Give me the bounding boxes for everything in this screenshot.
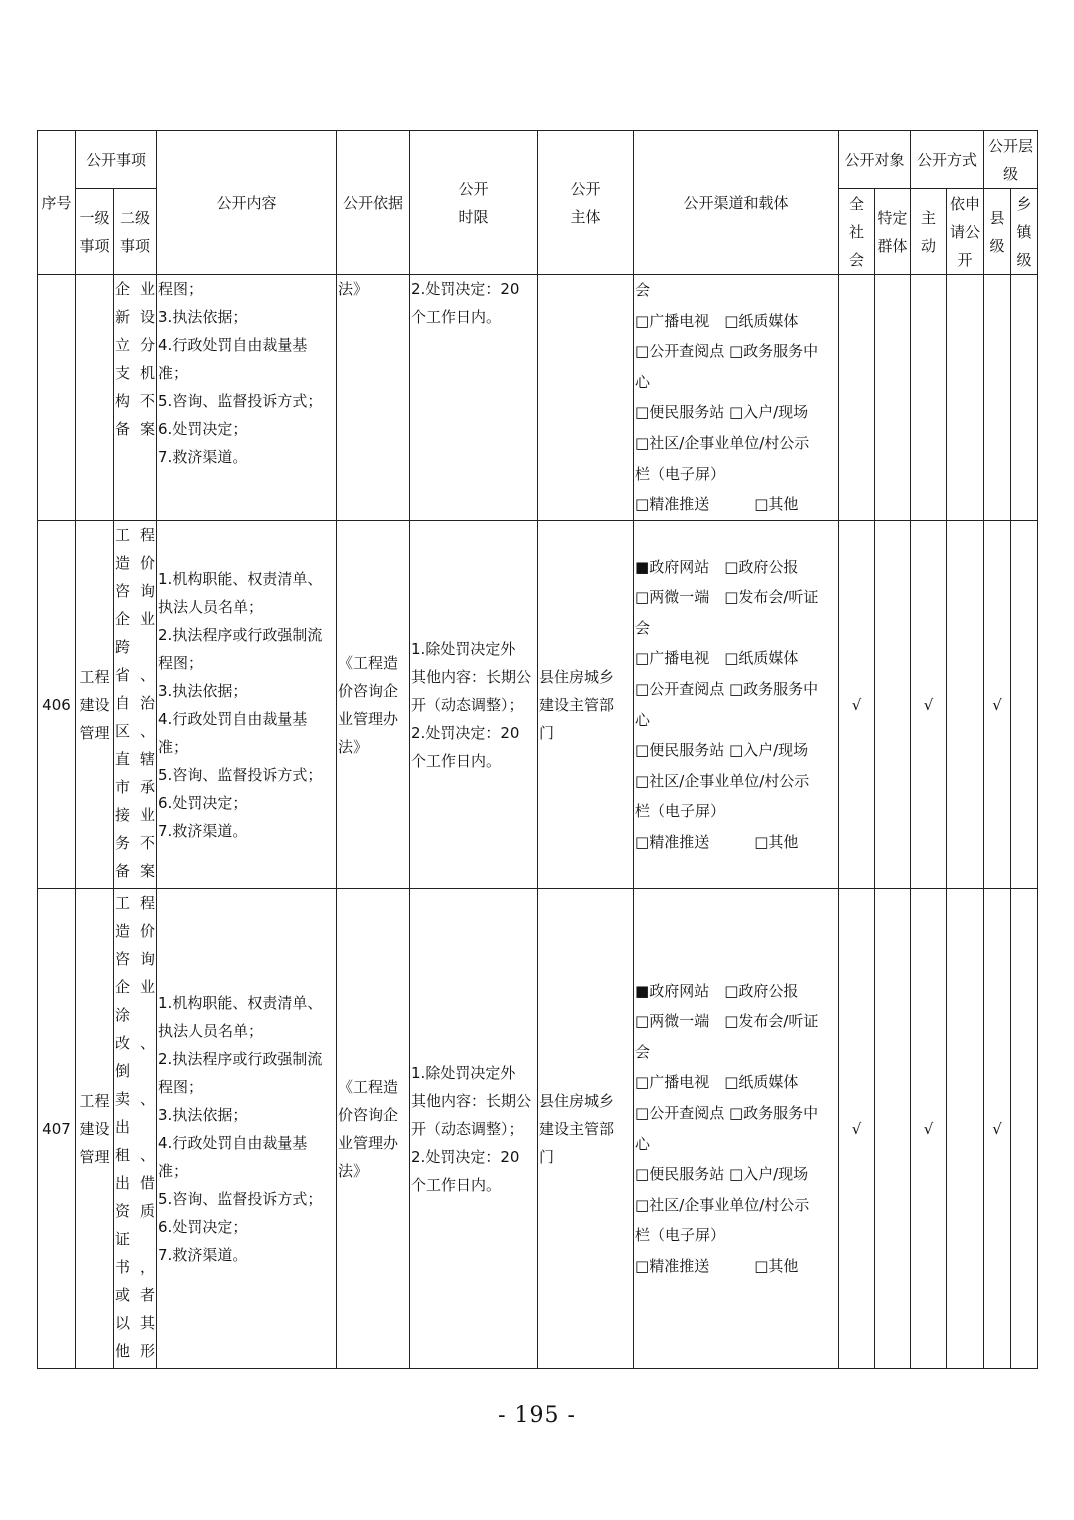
row-time-limit-line: 1.除处罚决定外 <box>411 639 516 658</box>
row-seq: 406 <box>38 521 76 889</box>
row-time-limit-line: 个工作日内。 <box>411 308 502 326</box>
row-channel <box>634 275 839 521</box>
row-content-line: 5.咨询、监督投诉方式； <box>158 392 323 410</box>
row-content-line: 2.执法程序或行政强制流 <box>158 1049 323 1068</box>
row-content-line: 6.处罚决定； <box>158 420 248 438</box>
row-basis <box>337 889 410 1369</box>
row-subject <box>538 275 634 521</box>
header-object-specific-line: 特定 <box>877 208 908 227</box>
disclosure-table <box>37 130 1038 1369</box>
row-level-county: √ <box>984 889 1011 1369</box>
row-object-specific <box>875 521 911 889</box>
header-object-all-line: 全 <box>849 194 865 213</box>
row-item-lvl2-line: 省 、 <box>115 666 156 684</box>
row-item-lvl2-line: 以 其 <box>115 1314 156 1332</box>
row-method-active: √ <box>911 889 947 1369</box>
header-object-specific-line: 群体 <box>877 236 908 255</box>
row-content-line: 4.行政处罚自由裁量基 <box>158 709 308 728</box>
header-level-county <box>984 189 1011 275</box>
row-item-lvl1 <box>76 521 114 889</box>
row-time-limit-line: 1.除处罚决定外 <box>411 1063 516 1082</box>
row-time-limit-line: 开（动态调整）； <box>411 695 524 714</box>
row-content-line: 准； <box>158 1161 189 1180</box>
row-item-lvl2-line: 租 、 <box>115 1146 156 1164</box>
row-item-lvl1-line: 管理 <box>79 1147 110 1166</box>
row-item-lvl1 <box>76 275 114 521</box>
row-channel-line: □广播电视 □纸质媒体 <box>635 1073 799 1092</box>
row-item-lvl2 <box>114 521 157 889</box>
row-item-lvl1-line: 建设 <box>79 695 110 714</box>
row-item-lvl2-line: 他 形 <box>115 1342 156 1360</box>
row-content-line: 6.处罚决定； <box>158 793 248 812</box>
header-object-all <box>839 189 875 275</box>
row-method-apply <box>947 521 984 889</box>
row-item-lvl2-line: 自 治 <box>115 694 156 712</box>
row-content-line: 执法人员名单； <box>158 1021 264 1040</box>
row-item-lvl2-line: 咨 询 <box>115 582 156 600</box>
row-content-line: 执法人员名单； <box>158 597 264 616</box>
row-level-county <box>984 275 1011 521</box>
row-channel-line: 栏（电子屏） <box>635 802 726 821</box>
row-basis-line: 法》 <box>338 1161 369 1180</box>
row-channel-line: □社区/企事业单位/村公示 <box>635 1195 810 1214</box>
row-object-all: √ <box>839 889 875 1369</box>
row-item-lvl2 <box>114 889 157 1369</box>
row-content-line: 1.机构职能、权责清单、 <box>158 569 323 588</box>
row-channel-line: □两微一端 □发布会/听证 <box>635 1012 819 1031</box>
header-time-limit <box>410 131 538 275</box>
row-level-town <box>1011 275 1038 521</box>
row-basis-line: 价咨询企 <box>338 681 399 700</box>
header-method-active-line: 动 <box>921 236 937 255</box>
row-time-limit <box>410 889 538 1369</box>
row-item-lvl2-line: 务 不 <box>115 834 156 852</box>
row-item-lvl2-line: 企 业 <box>115 610 156 628</box>
row-content-line: 7.救济渠道。 <box>158 448 248 466</box>
row-item-lvl2-line: 卖 、 <box>115 1090 156 1108</box>
row-item-lvl2-line: 出 借 <box>115 1174 156 1192</box>
header-method-active <box>911 189 947 275</box>
row-item-lvl2-line: 直 辖 <box>115 750 156 768</box>
row-time-limit-line: 2.处罚决定：20 <box>411 1147 520 1166</box>
row-item-lvl2-line: 跨 <box>115 638 131 656</box>
row-object-all <box>839 275 875 521</box>
row-object-specific <box>875 275 911 521</box>
table-body <box>38 275 1038 1369</box>
row-item-lvl2-line: 倒 <box>115 1062 131 1080</box>
row-content-line: 6.处罚决定； <box>158 1217 248 1236</box>
row-channel-line: □公开查阅点 □政务服务中 <box>635 342 819 361</box>
row-item-lvl2-line: 出 <box>115 1118 131 1136</box>
row-channel-line: □精准推送 □其他 <box>635 495 799 514</box>
row-channel-line: 心 <box>635 372 651 391</box>
row-basis-line: 业管理办 <box>338 709 399 728</box>
row-item-lvl2-line: 工 程 <box>115 894 156 912</box>
row-seq: 407 <box>38 889 76 1369</box>
row-time-limit-line: 2.处罚决定：20 <box>411 280 520 298</box>
row-item-lvl2-line: 工 程 <box>115 526 156 544</box>
row-object-all: √ <box>839 521 875 889</box>
row-item-lvl2-line: 造 价 <box>115 922 156 940</box>
header-subject-line: 主体 <box>570 207 601 226</box>
row-channel-line: □便民服务站 □入户/现场 <box>635 403 809 422</box>
row-channel-line: □公开查阅点 □政务服务中 <box>635 679 819 698</box>
row-time-limit-line: 2.处罚决定：20 <box>411 723 520 742</box>
row-item-lvl2-line: 证 <box>115 1230 131 1248</box>
row-channel-line: □精准推送 □其他 <box>635 832 799 851</box>
row-channel-line: 会 <box>635 1042 651 1061</box>
row-item-lvl2-line: 造 价 <box>115 554 156 572</box>
header-level-county-line: 级 <box>989 236 1005 255</box>
header-level-town-line: 级 <box>1016 250 1032 269</box>
header-level-county-line: 县 <box>989 208 1005 227</box>
row-channel-line: □两微一端 □发布会/听证 <box>635 588 819 607</box>
header-basis: 公开依据 <box>337 131 410 275</box>
row-content-line: 2.执法程序或行政强制流 <box>158 625 323 644</box>
row-time-limit-line: 其他内容：长期公 <box>411 667 532 686</box>
row-basis-line: 法》 <box>338 737 369 756</box>
header-lvl2-line: 二级 <box>120 208 151 227</box>
header-level-line: 公开层 <box>988 136 1034 155</box>
row-content-line: 程图； <box>158 653 204 672</box>
row-channel-line: □精准推送 □其他 <box>635 1256 799 1275</box>
header-item: 公开事项 <box>76 131 157 189</box>
row-item-lvl2-line: 区 、 <box>115 722 156 740</box>
row-item-lvl2-line: 新 设 <box>115 308 156 326</box>
row-item-lvl1-line: 工程 <box>79 667 110 686</box>
header-object-specific <box>875 189 911 275</box>
row-time-limit-line: 开（动态调整）； <box>411 1119 524 1138</box>
row-content-line: 3.执法依据； <box>158 308 248 326</box>
row-channel-line: ■政府网站 □政府公报 <box>635 981 799 1000</box>
table-row <box>38 521 1038 889</box>
row-subject <box>538 521 634 889</box>
row-content-line: 4.行政处罚自由裁量基 <box>158 336 308 354</box>
row-subject-line: 县住房城乡 <box>539 667 615 686</box>
row-subject-line: 建设主管部 <box>539 1119 615 1138</box>
row-item-lvl2-line: 市 承 <box>115 778 156 796</box>
row-seq <box>38 275 76 521</box>
row-basis <box>337 521 410 889</box>
row-item-lvl2-line: 改 、 <box>115 1034 156 1052</box>
row-channel-line: □便民服务站 □入户/现场 <box>635 1165 809 1184</box>
row-item-lvl2-line: 接 业 <box>115 806 156 824</box>
row-content-line: 3.执法依据； <box>158 681 248 700</box>
row-basis <box>337 275 410 521</box>
row-basis-line: 法》 <box>338 280 369 298</box>
row-item-lvl2-line: 涂 <box>115 1006 131 1024</box>
row-channel-line: □公开查阅点 □政务服务中 <box>635 1103 819 1122</box>
row-content-line: 程图； <box>158 280 204 298</box>
row-item-lvl2-line: 书 ， <box>115 1258 156 1276</box>
row-content-line: 3.执法依据； <box>158 1105 248 1124</box>
row-method-apply <box>947 275 984 521</box>
row-channel-line: 栏（电子屏） <box>635 1226 726 1245</box>
row-channel-line: □广播电视 □纸质媒体 <box>635 649 799 668</box>
row-channel-line: □广播电视 □纸质媒体 <box>635 311 799 330</box>
row-item-lvl2-line: 企 业 <box>115 978 156 996</box>
row-item-lvl2-line: 企 业 <box>115 280 156 298</box>
row-item-lvl1-line: 工程 <box>79 1091 110 1110</box>
row-basis-line: 《工程造 <box>338 1077 399 1096</box>
header-level-town <box>1011 189 1038 275</box>
row-time-limit-line: 个工作日内。 <box>411 1175 502 1194</box>
row-content-line: 5.咨询、监督投诉方式； <box>158 765 323 784</box>
row-item-lvl2-line: 或 者 <box>115 1286 156 1304</box>
row-channel <box>634 889 839 1369</box>
row-basis-line: 价咨询企 <box>338 1105 399 1124</box>
row-item-lvl2-line: 构 不 <box>115 392 156 410</box>
header-object: 公开对象 <box>839 131 911 189</box>
header-level-line: 级 <box>1003 164 1019 183</box>
row-subject-line: 门 <box>539 1147 555 1166</box>
row-item-lvl2-line: 咨 询 <box>115 950 156 968</box>
header-method-apply-line: 依申 <box>950 194 981 213</box>
table-row <box>38 275 1038 521</box>
row-item-lvl2-line: 支 机 <box>115 364 156 382</box>
header-time-limit-line: 时限 <box>458 207 489 226</box>
row-channel-line: 心 <box>635 710 651 729</box>
row-method-apply <box>947 889 984 1369</box>
row-content-line: 准； <box>158 737 189 756</box>
row-method-active <box>911 275 947 521</box>
row-channel-line: 心 <box>635 1134 651 1153</box>
header-method: 公开方式 <box>911 131 984 189</box>
row-basis-line: 《工程造 <box>338 653 399 672</box>
header-subject <box>538 131 634 275</box>
row-time-limit <box>410 521 538 889</box>
row-content-line: 1.机构职能、权责清单、 <box>158 993 323 1012</box>
row-content-line: 7.救济渠道。 <box>158 821 248 840</box>
row-time-limit <box>410 275 538 521</box>
row-subject <box>538 889 634 1369</box>
row-item-lvl2-line: 备案 <box>115 420 156 438</box>
row-item-lvl2-line: 资 质 <box>115 1202 156 1220</box>
header-lvl1-line: 一级 <box>79 208 110 227</box>
row-item-lvl2-line: 备案 <box>115 862 156 880</box>
row-basis-line: 业管理办 <box>338 1133 399 1152</box>
row-object-specific <box>875 889 911 1369</box>
row-subject-line: 县住房城乡 <box>539 1091 615 1110</box>
row-channel-line: ■政府网站 □政府公报 <box>635 557 799 576</box>
table-row <box>38 889 1038 1369</box>
header-lvl2-line: 事项 <box>120 236 151 255</box>
header-channel: 公开渠道和载体 <box>634 131 839 275</box>
header-seq: 序号 <box>38 131 76 275</box>
header-method-apply-line: 请公 <box>950 222 981 241</box>
row-channel-line: □社区/企事业单位/村公示 <box>635 433 810 452</box>
page-number: - 195 - <box>498 1403 576 1428</box>
row-time-limit-line: 其他内容：长期公 <box>411 1091 532 1110</box>
row-content <box>157 275 337 521</box>
row-content-line: 7.救济渠道。 <box>158 1245 248 1264</box>
row-content <box>157 521 337 889</box>
header-row-1 <box>38 131 1038 189</box>
header-subject-line: 公开 <box>570 179 601 198</box>
row-channel-line: 栏（电子屏） <box>635 464 726 483</box>
row-channel <box>634 521 839 889</box>
row-time-limit-line: 个工作日内。 <box>411 751 502 770</box>
row-item-lvl1-line: 建设 <box>79 1119 110 1138</box>
header-object-all-line: 社 <box>849 222 865 241</box>
row-level-county: √ <box>984 521 1011 889</box>
header-item-lvl2 <box>114 189 157 275</box>
row-level-town <box>1011 521 1038 889</box>
header-object-all-line: 会 <box>849 250 865 269</box>
row-item-lvl1-line: 管理 <box>79 723 110 742</box>
header-item-lvl1 <box>76 189 114 275</box>
row-content-line: 准； <box>158 364 189 382</box>
header-method-active-line: 主 <box>921 208 937 227</box>
row-content-line: 4.行政处罚自由裁量基 <box>158 1133 308 1152</box>
header-content: 公开内容 <box>157 131 337 275</box>
row-item-lvl1 <box>76 889 114 1369</box>
header-level-town-line: 镇 <box>1016 222 1032 241</box>
row-content-line: 程图； <box>158 1077 204 1096</box>
header-time-limit-line: 公开 <box>458 179 489 198</box>
row-content-line: 5.咨询、监督投诉方式； <box>158 1189 323 1208</box>
header-method-apply <box>947 189 984 275</box>
header-level-town-line: 乡 <box>1016 194 1032 213</box>
row-channel-line: □社区/企事业单位/村公示 <box>635 771 810 790</box>
row-level-town <box>1011 889 1038 1369</box>
row-item-lvl2-line: 立 分 <box>115 336 156 354</box>
header-level <box>984 131 1038 189</box>
row-content <box>157 889 337 1369</box>
row-method-active: √ <box>911 521 947 889</box>
row-subject-line: 门 <box>539 723 555 742</box>
row-channel-line: 会 <box>635 281 651 299</box>
row-subject-line: 建设主管部 <box>539 695 615 714</box>
row-item-lvl2 <box>114 275 157 521</box>
row-channel-line: □便民服务站 □入户/现场 <box>635 741 809 760</box>
header-method-apply-line: 开 <box>957 250 973 269</box>
header-lvl1-line: 事项 <box>79 236 110 255</box>
row-channel-line: 会 <box>635 618 651 637</box>
